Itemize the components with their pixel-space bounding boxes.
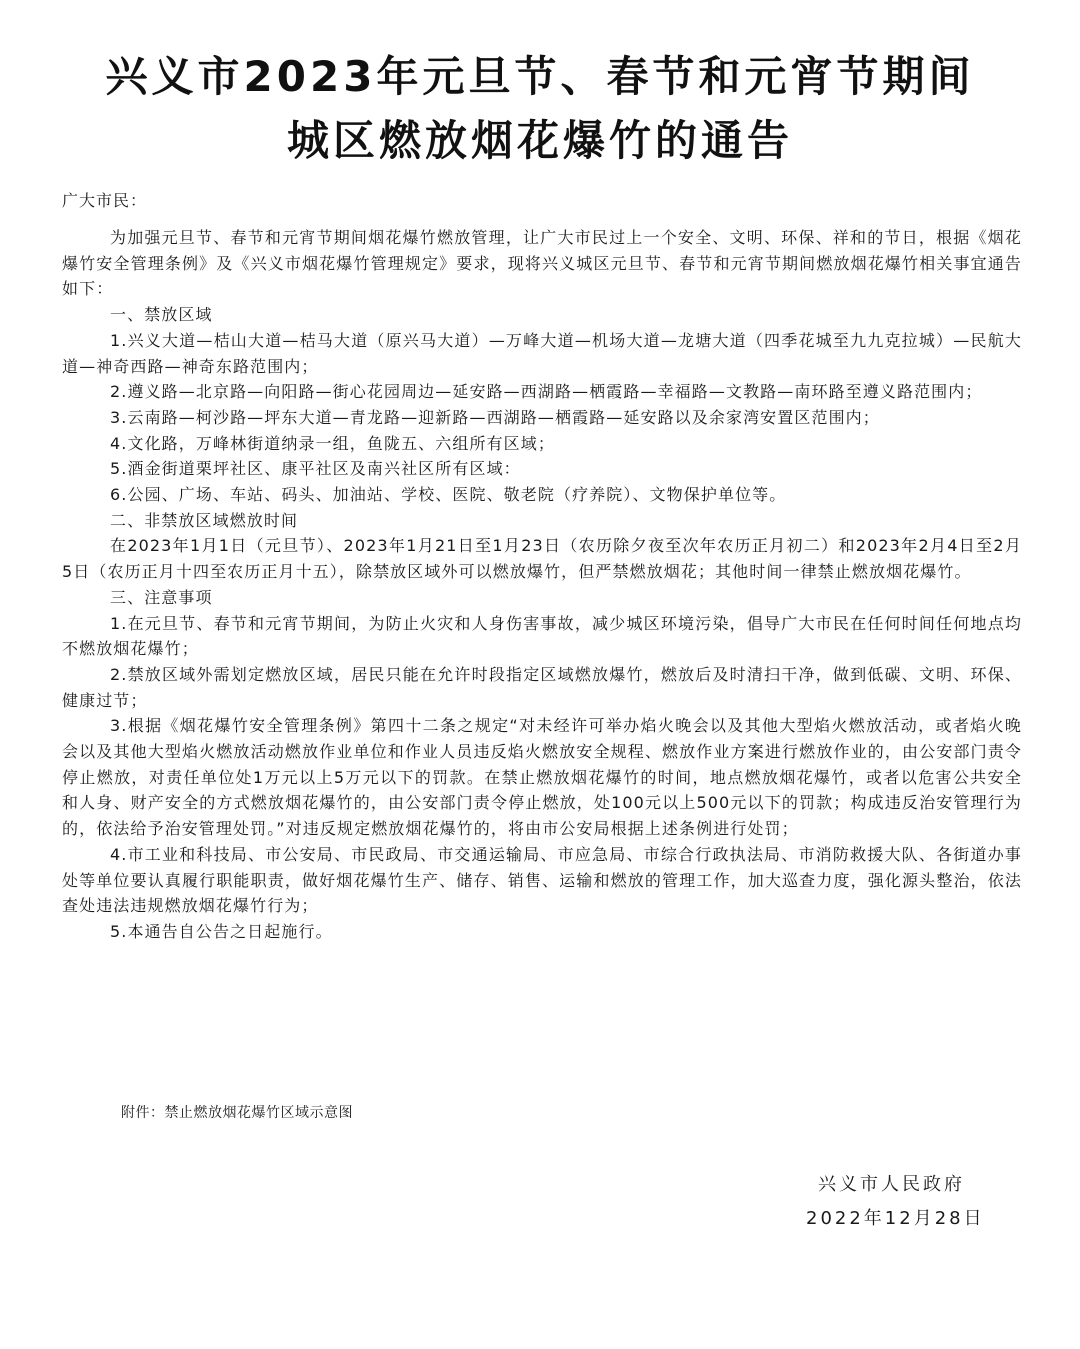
section-heading-prohibited-areas: 一、禁放区域: [110, 305, 213, 325]
prohibited-area-item: 5.酒金街道栗坪社区、康平社区及南兴社区所有区域：: [110, 459, 521, 479]
notes-item: 2.禁放区域外需划定燃放区域，居民只能在允许时段指定区域燃放爆竹，燃放后及时清扫干净，做到低碳、文明、环保、健康过节；: [62, 664, 1022, 710]
prohibited-area-item: 3.云南路—柯沙路—坪东大道—青龙路—迎新路—西湖路—栖霞路—延安路以及余家湾安置区范围内；: [110, 407, 880, 427]
notes-item: 5.本通告自公告之日起施行。: [110, 921, 333, 941]
issuer-signature: 兴义市人民政府: [818, 1174, 965, 1195]
prohibited-area-item: 6.公园、广场、车站、码头、加油站、学校、医院、敬老院（疗养院）、文物保护单位等。: [110, 485, 787, 505]
prohibited-area-item: 2.遵义路—北京路—向阳路—街心花园周边—延安路—西湖路—栖霞路—幸福路—文教路—南环路至遵义路范围内；: [110, 382, 983, 402]
issue-date: 2022年12月28日: [806, 1208, 985, 1229]
attachment-note: 附件：禁止燃放烟花爆竹区域示意图: [121, 1105, 353, 1121]
prohibited-area-item: 1.兴义大道—桔山大道—桔马大道（原兴马大道）—万峰大道—机场大道—龙塘大道（四季花城至九九克拉城）—民航大道—神奇西路—神奇东路范围内；: [62, 330, 1022, 376]
notes-item: 3.根据《烟花爆竹安全管理条例》第四十二条之规定“对未经许可举办焰火晚会以及其他大型焰火燃放活动，或者焰火晚会以及其他大型焰火燃放活动燃放作业单位和作业人员违反焰火燃放安全规程、燃放作业方案进行燃放作业的，由公安部门责令停止燃放，对责任单位处1万元以上5万元以下的罚款。在禁止燃放烟花爆竹的时间，地点燃放烟花爆竹，或者以危害公共安全和人身、财产安全的方式燃放烟花爆竹的，由公安部门责令停止燃放，处100元以上500元以下的罚款；构成违反治安管理行为的，依法给予治安管理处罚。”对违反规定燃放烟花爆竹的，将由市公安局根据上述条例进行处罚；: [62, 716, 1022, 839]
notice-title-line2: 城区燃放烟花爆竹的通告: [286, 116, 793, 165]
section-heading-notes: 三、注意事项: [110, 587, 213, 607]
notice-body: [62, 225, 1022, 945]
allowed-times-paragraph: 在2023年1月1日（元旦节）、2023年1月21日至1月23日（农历除夕夜至次年农历正月初二）和2023年2月4日至2月5日（农历正月十四至农历正月十五），除禁放区域外可以燃放爆竹，但严禁燃放烟花；其他时间一律禁止燃放烟花爆竹。: [62, 536, 1022, 582]
intro-paragraph: 为加强元旦节、春节和元宵节期间烟花爆竹燃放管理，让广大市民过上一个安全、文明、环保、祥和的节日，根据《烟花爆竹安全管理条例》及《兴义市烟花爆竹管理规定》要求，现将兴义城区元旦节、春节和元宵节期间燃放烟花爆竹相关事宜通告如下：: [62, 228, 1022, 299]
notes-item: 4.市工业和科技局、市公安局、市民政局、市交通运输局、市应急局、市综合行政执法局、市消防救援大队、各街道办事处等单位要认真履行职能职责，做好烟花爆竹生产、储存、销售、运输和燃放的管理工作，加大巡查力度，强化源头整治，依法查处违法违规燃放烟花爆竹行为；: [62, 844, 1022, 916]
section-heading-allowed-times: 二、非禁放区域燃放时间: [110, 510, 299, 530]
prohibited-area-item: 4.文化路，万峰林街道纳录一组，鱼陇五、六组所有区域；: [110, 433, 555, 453]
salutation: 广大市民：: [62, 191, 148, 210]
notes-item: 1.在元旦节、春节和元宵节期间，为防止火灾和人身伤害事故，减少城区环境污染，倡导广大市民在任何时间任何地点均不燃放烟花爆竹；: [62, 613, 1022, 659]
notice-title-line1: 兴义市2023年元旦节、春节和元宵节期间: [105, 52, 975, 101]
